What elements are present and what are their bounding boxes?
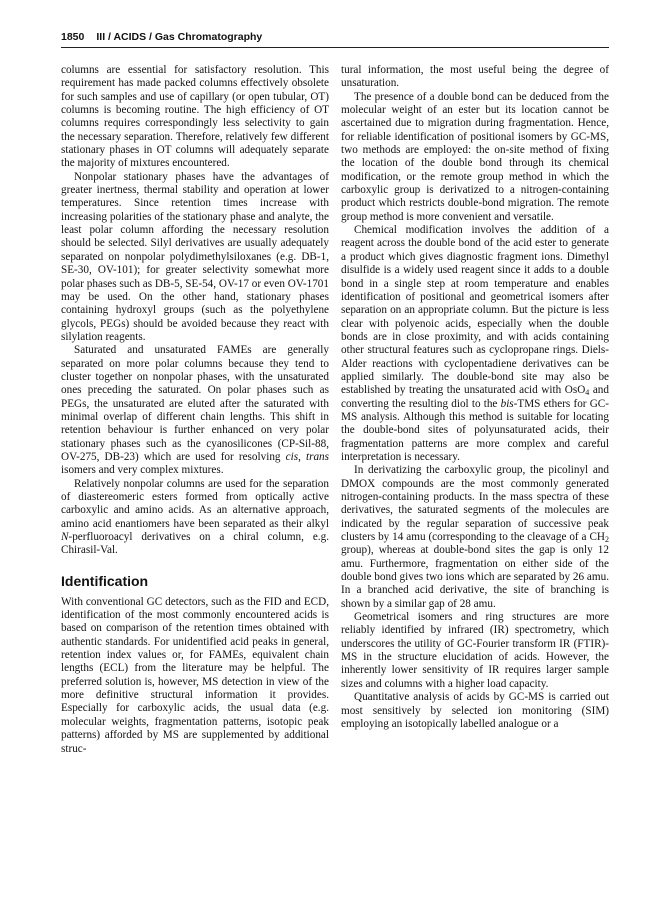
formula: OsO <box>564 384 586 397</box>
text-run: Chemical modification involves the addition of a reagent across the double bond of the acid ester to generate a product which gives diagnostic fragment ions. Dimethyl disulfide is a widely used reagent since it adds to a double bond in a single step at room temperature and enables identification of positional and geometrical isomers after separation on an appropriate column. But the picture is less clear with polyenoic acids, especially when the double bonds are in close proximity, and with acids containing other structural features such as cyclopropane rings. Diels-Alder reactions with cyclopentadiene derivatives can be applied similarly. The double-bond site may also be established by treating the unsaturated acid with <box>341 224 609 397</box>
paragraph: columns are essential for satisfactory resolution. This requirement has made packed columns effectively obsolete for such samples and use of capillary (or open tubular, OT) columns is becoming routine. The high efficiency of OT columns requires correspondingly less selectivity to gain the necessary separation. Therefore, relatively few different stationary phases in OT columns will adequately separate the majority of mixtures encountered. <box>61 64 329 170</box>
subscript: 4 <box>585 388 590 398</box>
left-column <box>61 64 329 756</box>
paragraph: Quantitative analysis of acids by GC-MS is carried out most sensitively by selected ion monitoring (SIM) employing an isotopically labelled analogue or a <box>341 691 609 730</box>
italic-term: N <box>61 531 69 544</box>
paragraph: With conventional GC detectors, such as the FID and ECD, identification of the most commonly encountered acids is based on comparison of the retention times obtained with authentic standards. For unidentified acid peaks in general, retention index values or, for FAMEs, equivalent chain lengths (ECL) from the literature may be helpful. The preferred solution is, however, MS detection in view of the more definitive structural information it provides. Especially for carboxylic acids, the usual data (e.g. molecular weights, fragmentation patterns, isotopic peak patterns) afforded by MS are supplemented by additional struc- <box>61 595 329 755</box>
paragraph <box>341 464 609 611</box>
right-column <box>341 64 609 731</box>
text-run: In derivatizing the carboxylic group, the picolinyl and DMOX compounds are the most commonly generated nitrogen-containing products. In the mass spectra of these derivatives, the saturated segments of the molecules are indicated by the regular separation of successive peak clusters by 14 amu (corresponding to the cleavage of a <box>341 464 609 544</box>
text-run: Relatively nonpolar columns are used for the separation of diastereomeric esters formed from optically active carboxylic and amino acids. As an alternative approach, amino acid enantiomers have been separated as their alkyl <box>61 477 329 530</box>
paragraph <box>61 344 329 477</box>
header-rule <box>61 47 609 48</box>
text-run: isomers and very complex mixtures. <box>61 464 224 477</box>
italic-term: bis <box>500 397 514 410</box>
text-run: and converting the resulting diol to the <box>341 384 609 410</box>
subscript: 2 <box>605 535 609 545</box>
page-number: 1850 <box>61 31 85 43</box>
paragraph: The presence of a double bond can be deduced from the molecular weight of an ester but its location cannot be ascertained due to migration during fragmentation. Hence, for reliable identification of positional isomers by GC-MS, two methods are employed: the on-site method of fixing the location of the double bond through its chemical modification, or the remote group method in which the carboxylic group is derivatized to a nitrogen-containing product which restricts double-bond migration. The remote group method is more convenient and versatile. <box>341 90 609 223</box>
formula: CH <box>589 531 605 544</box>
section-heading: Identification <box>61 572 149 589</box>
paragraph <box>61 478 329 558</box>
paragraph: tural information, the most useful being the degree of unsaturation. <box>341 64 609 90</box>
paragraph <box>341 224 609 464</box>
text-run: -perfluoroacyl derivatives on a chiral column, e.g. Chirasil-Val. <box>61 531 329 557</box>
italic-term: trans <box>305 450 329 463</box>
text-run: , <box>298 450 306 463</box>
text-run: group), whereas at double-bond sites the gap is only 12 amu. Furthermore, fragmentation on either side of the double bond gives two ions which are separated by 26 amu. In a branched acid derivative, the site of branching is shown by a similar gap of 28 amu. <box>341 544 609 610</box>
italic-term: cis <box>285 450 299 463</box>
running-title: III / ACIDS / Gas Chromatography <box>96 31 263 43</box>
paragraph: Nonpolar stationary phases have the advantages of greater inertness, thermal stability and operation at lower temperatures. Since retention times increase with increasing polarities of the stationary phase and analyte, the least polar column affording the necessary resolution should be selected. Silyl derivatives are usually adequately separated on nonpolar polydimethylsiloxanes (e.g. DB-1, SE-30, OV-101); for greater selectivity somewhat more polar phases such as DB-5, SE-54, OV-17 or even OV-1701 may be used. On the other hand, stationary phases containing hydroxyl groups (such as the polyethylene glycols, PEGs) should be avoided because they react with silylation reagents. <box>61 170 329 343</box>
text-run: -TMS ethers for GC-MS analysis. Although this method is suitable for locating the double-bond sites of polyunsaturated acids, their fragmentation patterns are more complex and careful interpretation is necessary. <box>341 397 609 463</box>
text-run: Saturated and unsaturated FAMEs are generally separated on more polar columns because they tend to cluster together on nonpolar phases, with the unsaturated ones preceding the saturated. On polar phases such as PEGs, the unsaturated are eluted after the saturated with minimal overlap of different chain lengths. This shift in retention behaviour is further enhanced on very polar stationary phases such as the cyanosilicones (CP-Sil-88, OV-275, DB-23) which are used for resolving <box>61 344 329 463</box>
paragraph: Geometrical isomers and ring structures are more reliably identified by infrared (IR) spectrometry, which underscores the utility of GC-Fourier transform IR (FTIR)-MS in the structure elucidation of acids. However, the inherently lower sensitivity of IR requires larger sample sizes and columns with a higher load capacity. <box>341 611 609 690</box>
